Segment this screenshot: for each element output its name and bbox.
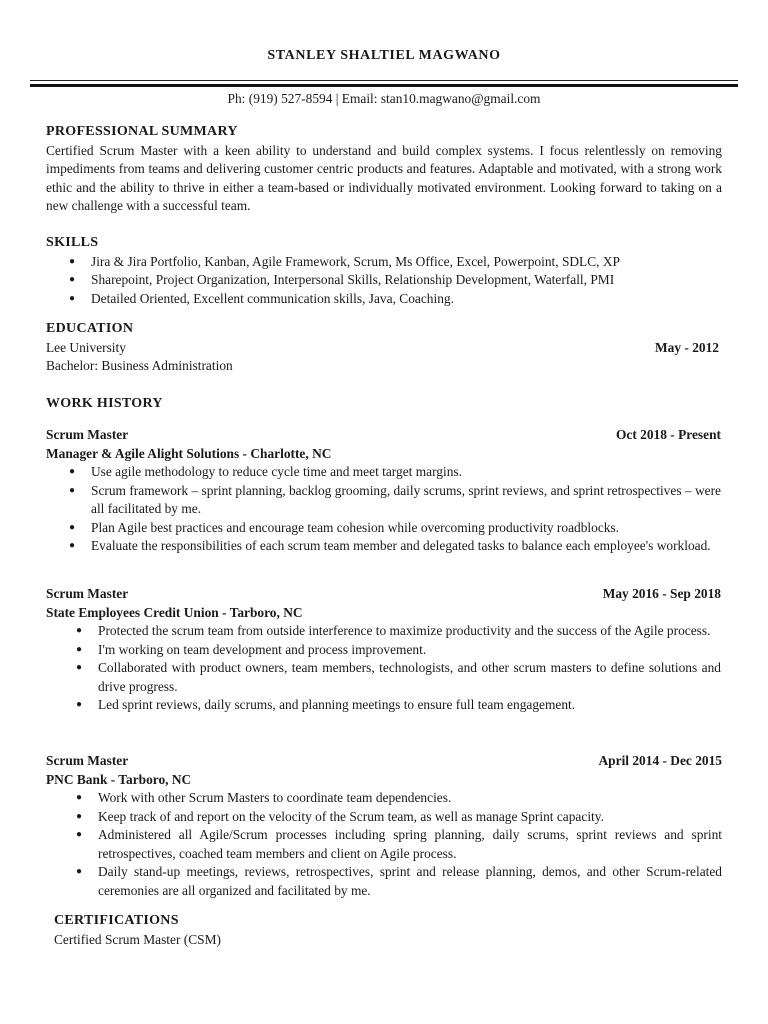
education-heading: EDUCATION xyxy=(46,321,134,336)
certifications-heading: CERTIFICATIONS xyxy=(54,913,179,928)
job-company: Manager & Agile Alight Solutions - Charlotte, NC xyxy=(46,445,332,461)
school-name: Lee University xyxy=(46,339,126,355)
work-history-heading: WORK HISTORY xyxy=(46,396,163,411)
list-item: ● Collaborated with product owners, team members, technologists, and other scrum masters to define solutions and drive progress. xyxy=(46,659,721,696)
job-title: Scrum Master xyxy=(46,427,129,442)
list-item: ● Jira & Jira Portfolio, Kanban, Agile Framework, Scrum, Ms Office, Excel, Powerpoint, SDLC, XP xyxy=(46,253,722,272)
job-title: Scrum Master xyxy=(46,586,129,601)
graduation-date: May - 2012 xyxy=(655,339,719,355)
skills-heading: SKILLS xyxy=(46,235,99,250)
job-bullets xyxy=(46,463,721,556)
job-bullets xyxy=(46,622,721,715)
job-company: PNC Bank - Tarboro, NC xyxy=(46,771,192,787)
job-title: Scrum Master xyxy=(46,753,129,768)
job-entry xyxy=(46,752,722,900)
summary-text: Certified Scrum Master with a keen ability to understand and build complex systems. I focus relentlessly on removing impediments from teams and delivering customer centric products and features. Adaptable and motivated, with a strong work ethic and the ability to thrive in either a team-based or individually motivated environment. Looking forward to taking on a new challenge with a successful team. xyxy=(46,142,722,213)
list-item: ● Work with other Scrum Masters to coordinate team dependencies. xyxy=(46,789,722,808)
list-item: ● Use agile methodology to reduce cycle time and meet target margins. xyxy=(46,463,721,482)
header-divider-thin xyxy=(30,80,738,81)
list-item: ● Scrum framework – sprint planning, backlog grooming, daily scrums, sprint reviews, and sprint retrospectives – were all facilitated by me. xyxy=(46,482,721,519)
certifications-section xyxy=(54,912,730,949)
list-item: ● Detailed Oriented, Excellent communication skills, Java, Coaching. xyxy=(46,290,722,309)
candidate-name: STANLEY SHALTIEL MAGWANO xyxy=(267,48,501,63)
job-company: State Employees Credit Union - Tarboro, NC xyxy=(46,604,303,620)
list-item: ● Sharepoint, Project Organization, Interpersonal Skills, Relationship Development, Waterfall, PMI xyxy=(46,271,722,290)
education-row xyxy=(46,339,719,358)
job-dates: May 2016 - Sep 2018 xyxy=(602,586,721,601)
work-history-section xyxy=(46,395,722,414)
job-dates: April 2014 - Dec 2015 xyxy=(598,753,722,768)
list-item: ● Administered all Agile/Scrum processes including spring planning, daily scrums, sprint reviews and sprint retrospectives, coached team members and client on Agile process. xyxy=(46,826,722,863)
summary-section xyxy=(46,123,722,216)
list-item: ● Led sprint reviews, daily scrums, and planning meetings to ensure full team engagement. xyxy=(46,696,721,715)
job-dates: Oct 2018 - Present xyxy=(616,427,721,442)
education-section xyxy=(46,320,719,376)
contact-line: Ph: (919) 527-8594 | Email: stan10.magwano@gmail.com xyxy=(227,91,541,106)
list-item: ● Keep track of and report on the velocity of the Scrum team, as well as manage Sprint capacity. xyxy=(46,808,722,827)
skills-list xyxy=(46,253,722,309)
job-entry xyxy=(46,426,721,556)
list-item: ● I'm working on team development and process improvement. xyxy=(46,641,721,660)
list-item: ● Evaluate the responsibilities of each scrum team member and delegated tasks to balance each employee's workload. xyxy=(46,537,721,556)
list-item: ● Daily stand-up meetings, reviews, retrospectives, sprint and release planning, demos, and other Scrum-related ceremonies are all organized and facilitated by me. xyxy=(46,863,722,900)
job-entry xyxy=(46,585,721,715)
skills-section xyxy=(46,234,722,308)
certification-item: Certified Scrum Master (CSM) xyxy=(54,931,221,947)
header-divider-thick xyxy=(30,84,738,87)
degree: Bachelor: Business Administration xyxy=(46,358,233,373)
summary-heading: PROFESSIONAL SUMMARY xyxy=(46,124,238,139)
list-item: ● Plan Agile best practices and encourage team cohesion while overcoming productivity roadblocks. xyxy=(46,519,721,538)
list-item: ● Protected the scrum team from outside interference to maximize productivity and the success of the Agile process. xyxy=(46,622,721,641)
job-bullets xyxy=(46,789,722,900)
